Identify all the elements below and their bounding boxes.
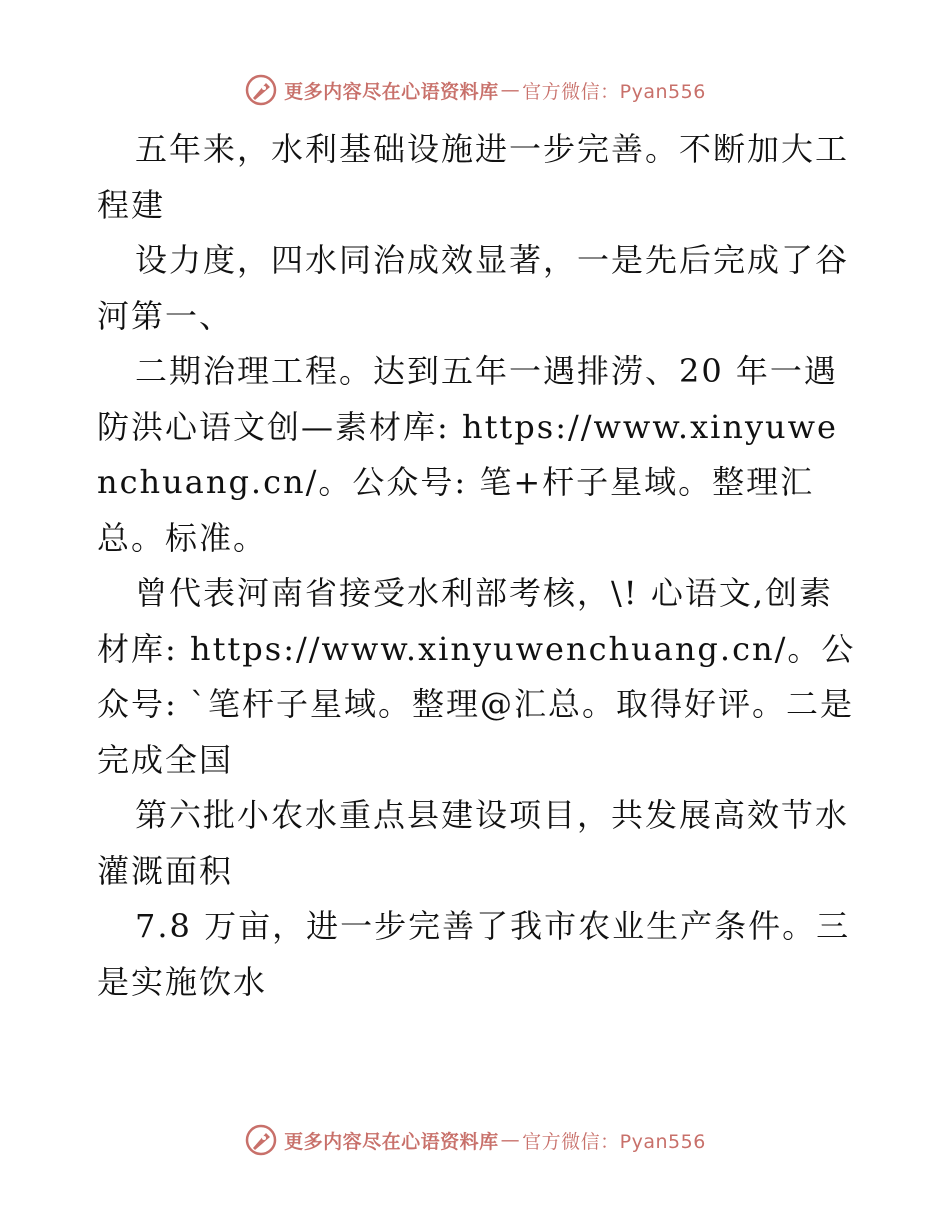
paragraph-3: 二期治理工程。达到五年一遇排涝、20 年一遇防洪心语文创—素材库: https://www.xinyuwenchuang.cn/。公众号: 笔+杆子星域。整理汇总。标准。 bbox=[97, 352, 838, 557]
watermark-wechat: 官方微信：Pyan556 bbox=[522, 1130, 706, 1153]
document-body bbox=[97, 122, 857, 1010]
watermark-separator: — bbox=[500, 1129, 521, 1151]
header-watermark bbox=[0, 70, 950, 110]
paragraph-4: 曾代表河南省接受水利部考核，\! 心语文,创素材库: https://www.xinyuwenchuang.cn/。公众号: `笔杆子星域。整理@汇总。取得好评。二是完成全国 bbox=[97, 574, 856, 779]
watermark-separator: — bbox=[500, 79, 521, 101]
watermark-text: 更多内容尽在心语资料库 bbox=[284, 80, 499, 103]
paragraph-6: 7.8 万亩，进一步完善了我市农业生产条件。三是实施饮水 bbox=[97, 907, 851, 1001]
footer-watermark bbox=[0, 1120, 950, 1160]
pen-nib-logo-icon bbox=[244, 1123, 278, 1157]
paragraph-2: 设力度，四水同治成效显著，一是先后完成了谷河第一、 bbox=[97, 241, 850, 335]
paragraph-5: 第六批小农水重点县建设项目，共发展高效节水灌溉面积 bbox=[97, 796, 850, 890]
watermark-text: 更多内容尽在心语资料库 bbox=[284, 1130, 499, 1153]
watermark-wechat: 官方微信：Pyan556 bbox=[522, 80, 706, 103]
paragraph-1: 五年来，水利基础设施进一步完善。不断加大工程建 bbox=[97, 130, 850, 224]
pen-nib-logo-icon bbox=[244, 73, 278, 107]
